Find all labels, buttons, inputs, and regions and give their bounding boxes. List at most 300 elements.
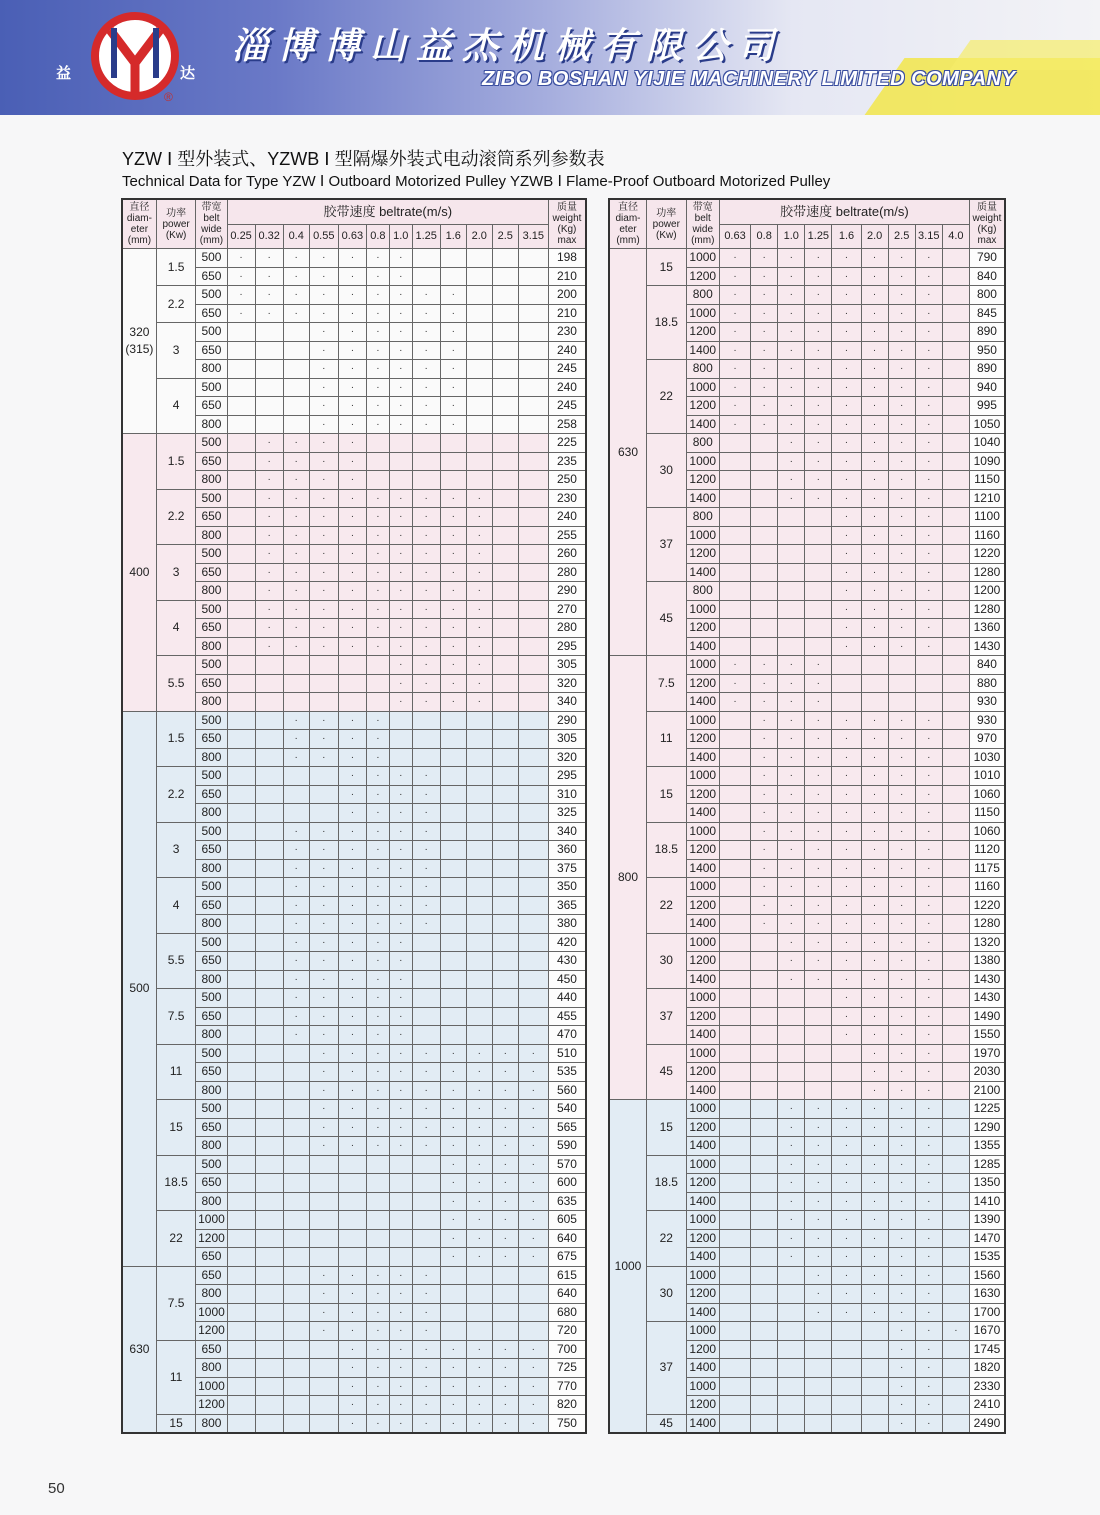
speed-mark-cell [492, 526, 518, 545]
power-cell: 22 [156, 1211, 196, 1267]
speed-mark-cell [492, 563, 518, 582]
speed-mark-cell: · [283, 582, 309, 601]
speed-mark-cell: · [255, 600, 283, 619]
speed-mark-cell: · [915, 545, 942, 564]
speed-mark-cell [309, 1155, 338, 1174]
speed-mark-cell [492, 970, 518, 989]
speed-mark-cell: · [255, 563, 283, 582]
speed-mark-cell: · [338, 748, 366, 767]
speed-mark-cell [283, 341, 309, 360]
speed-mark-cell: · [751, 323, 778, 342]
weight-cell: 840 [969, 267, 1005, 286]
speed-mark-cell: · [412, 378, 440, 397]
speed-mark-cell [518, 304, 548, 323]
speed-mark-cell [283, 1118, 309, 1137]
power-cell: 37 [647, 508, 687, 582]
speed-mark-cell: · [888, 582, 915, 601]
speed-mark-cell: · [888, 286, 915, 305]
weight-cell: 820 [548, 1396, 586, 1415]
belt-width-cell: 1000 [686, 526, 719, 545]
speed-mark-cell [283, 1248, 309, 1267]
speed-mark-cell: · [861, 582, 888, 601]
header-speed-value: 2.5 [492, 224, 518, 249]
speed-mark-cell: · [915, 563, 942, 582]
speed-mark-cell [466, 1303, 492, 1322]
speed-mark-cell [309, 656, 338, 675]
speed-mark-cell [309, 1192, 338, 1211]
belt-width-cell: 1400 [686, 748, 719, 767]
power-cell: 22 [647, 878, 687, 934]
speed-mark-cell: · [309, 286, 338, 305]
speed-mark-cell: · [805, 748, 832, 767]
belt-width-cell: 800 [686, 582, 719, 601]
speed-mark-cell: · [466, 508, 492, 527]
speed-mark-cell [440, 1007, 466, 1026]
speed-mark-cell: · [440, 656, 466, 675]
speed-mark-cell [227, 360, 255, 379]
speed-mark-cell [719, 859, 750, 878]
speed-mark-cell: · [778, 286, 805, 305]
speed-mark-cell [255, 1155, 283, 1174]
power-cell: 15 [156, 1414, 196, 1433]
speed-mark-cell: · [338, 804, 366, 823]
speed-mark-cell: · [440, 1359, 466, 1378]
speed-mark-cell [366, 1229, 389, 1248]
table-row [609, 1044, 1005, 1063]
speed-mark-cell [805, 1359, 832, 1378]
speed-mark-cell [861, 1359, 888, 1378]
speed-mark-cell: · [309, 970, 338, 989]
speed-mark-cell: · [412, 582, 440, 601]
header-speed-value: 0.8 [751, 224, 778, 249]
speed-mark-cell: · [492, 1229, 518, 1248]
belt-width-cell: 650 [196, 841, 227, 860]
belt-width-cell: 1000 [196, 1211, 227, 1230]
speed-mark-cell: · [832, 286, 861, 305]
speed-mark-cell: · [412, 1081, 440, 1100]
speed-mark-cell: · [518, 1174, 548, 1193]
speed-mark-cell: · [466, 563, 492, 582]
speed-mark-cell [942, 878, 969, 897]
table-row [122, 1414, 586, 1433]
speed-mark-cell [227, 1118, 255, 1137]
speed-mark-cell [227, 1137, 255, 1156]
speed-mark-cell: · [389, 360, 412, 379]
belt-width-cell: 1000 [686, 1322, 719, 1341]
speed-mark-cell: · [915, 1359, 942, 1378]
speed-mark-cell [227, 489, 255, 508]
speed-mark-cell [492, 1285, 518, 1304]
speed-mark-cell [412, 730, 440, 749]
speed-mark-cell [255, 1137, 283, 1156]
speed-mark-cell [255, 748, 283, 767]
speed-mark-cell [778, 1026, 805, 1045]
belt-width-cell: 1200 [686, 674, 719, 693]
logo-char-left: 益 [56, 65, 72, 82]
speed-mark-cell: · [518, 1396, 548, 1415]
speed-mark-cell: · [888, 730, 915, 749]
weight-cell: 290 [548, 582, 586, 601]
speed-mark-cell [412, 1155, 440, 1174]
belt-width-cell: 800 [196, 360, 227, 379]
weight-cell: 1200 [969, 582, 1005, 601]
speed-mark-cell: · [861, 822, 888, 841]
speed-mark-cell: · [412, 804, 440, 823]
speed-mark-cell [466, 989, 492, 1008]
speed-mark-cell: · [309, 1026, 338, 1045]
speed-mark-cell: · [832, 1303, 861, 1322]
belt-width-cell: 800 [196, 1359, 227, 1378]
speed-mark-cell: · [255, 249, 283, 268]
weight-cell: 1380 [969, 952, 1005, 971]
speed-mark-cell: · [832, 1155, 861, 1174]
speed-mark-cell [942, 1229, 969, 1248]
speed-mark-cell [719, 952, 750, 971]
speed-mark-cell: · [412, 619, 440, 638]
speed-mark-cell: · [466, 1211, 492, 1230]
speed-mark-cell [751, 1303, 778, 1322]
weight-cell: 1060 [969, 785, 1005, 804]
belt-width-cell: 1400 [686, 637, 719, 656]
speed-mark-cell: · [751, 341, 778, 360]
speed-mark-cell: · [283, 304, 309, 323]
weight-cell: 790 [969, 249, 1005, 268]
speed-mark-cell [492, 859, 518, 878]
speed-mark-cell [492, 841, 518, 860]
weight-cell: 1220 [969, 545, 1005, 564]
speed-mark-cell: · [832, 323, 861, 342]
speed-mark-cell [309, 1377, 338, 1396]
speed-mark-cell: · [283, 989, 309, 1008]
speed-mark-cell: · [518, 1118, 548, 1137]
speed-mark-cell: · [751, 804, 778, 823]
speed-mark-cell [942, 656, 969, 675]
speed-mark-cell: · [283, 471, 309, 490]
table-row [122, 989, 586, 1008]
speed-mark-cell: · [832, 841, 861, 860]
speed-mark-cell: · [861, 249, 888, 268]
speed-mark-cell: · [805, 378, 832, 397]
speed-mark-cell: · [915, 526, 942, 545]
speed-mark-cell [412, 267, 440, 286]
table-row [609, 1322, 1005, 1341]
speed-mark-cell: · [338, 1007, 366, 1026]
belt-width-cell: 650 [196, 1174, 227, 1193]
speed-mark-cell [227, 1081, 255, 1100]
speed-mark-cell: · [440, 1044, 466, 1063]
speed-mark-cell: · [412, 1414, 440, 1433]
belt-width-cell: 1000 [196, 1303, 227, 1322]
speed-mark-cell: · [492, 1063, 518, 1082]
speed-mark-cell: · [366, 859, 389, 878]
speed-mark-cell [942, 730, 969, 749]
speed-mark-cell: · [861, 1211, 888, 1230]
speed-mark-cell [227, 582, 255, 601]
speed-mark-cell [227, 378, 255, 397]
power-cell: 4 [156, 600, 196, 656]
belt-width-cell: 1200 [686, 896, 719, 915]
speed-mark-cell [518, 711, 548, 730]
belt-width-cell: 650 [196, 952, 227, 971]
speed-mark-cell [466, 415, 492, 434]
speed-mark-cell: · [492, 1174, 518, 1193]
table-row [122, 545, 586, 564]
weight-cell: 440 [548, 989, 586, 1008]
speed-mark-cell: · [778, 1155, 805, 1174]
speed-mark-cell [255, 1248, 283, 1267]
speed-mark-cell: · [915, 841, 942, 860]
speed-mark-cell: · [283, 952, 309, 971]
speed-mark-cell: · [861, 1266, 888, 1285]
speed-mark-cell: · [832, 600, 861, 619]
speed-mark-cell: · [888, 1396, 915, 1415]
speed-mark-cell [778, 1266, 805, 1285]
speed-mark-cell: · [888, 822, 915, 841]
speed-mark-cell [719, 637, 750, 656]
speed-mark-cell [778, 1359, 805, 1378]
speed-mark-cell [366, 674, 389, 693]
speed-mark-cell: · [518, 1340, 548, 1359]
speed-mark-cell: · [805, 323, 832, 342]
speed-mark-cell: · [915, 452, 942, 471]
speed-mark-cell: · [338, 730, 366, 749]
speed-mark-cell [518, 933, 548, 952]
belt-width-cell: 1200 [686, 619, 719, 638]
speed-mark-cell [805, 1007, 832, 1026]
speed-mark-cell [719, 1414, 750, 1433]
speed-mark-cell: · [778, 249, 805, 268]
speed-mark-cell [719, 970, 750, 989]
speed-mark-cell: · [466, 582, 492, 601]
speed-mark-cell [751, 526, 778, 545]
speed-mark-cell: · [440, 1340, 466, 1359]
speed-mark-cell: · [389, 1137, 412, 1156]
speed-mark-cell [283, 1100, 309, 1119]
weight-cell: 600 [548, 1174, 586, 1193]
speed-mark-cell: · [412, 1359, 440, 1378]
speed-mark-cell: · [389, 656, 412, 675]
speed-mark-cell: · [492, 1155, 518, 1174]
speed-mark-cell: · [778, 952, 805, 971]
table-row [609, 434, 1005, 453]
speed-mark-cell [227, 508, 255, 527]
speed-mark-cell [227, 711, 255, 730]
speed-mark-cell: · [888, 526, 915, 545]
belt-width-cell: 1000 [686, 878, 719, 897]
speed-mark-cell [518, 656, 548, 675]
speed-mark-cell [518, 804, 548, 823]
speed-mark-cell: · [412, 1118, 440, 1137]
speed-mark-cell [751, 1081, 778, 1100]
diameter-cell: 400 [122, 434, 156, 712]
speed-mark-cell: · [778, 489, 805, 508]
speed-mark-cell [389, 471, 412, 490]
weight-cell: 720 [548, 1322, 586, 1341]
power-cell: 45 [647, 582, 687, 656]
weight-cell: 700 [548, 1340, 586, 1359]
speed-mark-cell [719, 1007, 750, 1026]
belt-width-cell: 650 [196, 341, 227, 360]
speed-mark-cell [942, 397, 969, 416]
belt-width-cell: 650 [196, 563, 227, 582]
weight-cell: 1150 [969, 471, 1005, 490]
weight-cell: 455 [548, 1007, 586, 1026]
speed-mark-cell: · [518, 1192, 548, 1211]
speed-mark-cell [440, 1266, 466, 1285]
speed-mark-cell [283, 767, 309, 786]
speed-mark-cell [942, 600, 969, 619]
speed-mark-cell: · [227, 249, 255, 268]
belt-width-cell: 1000 [686, 989, 719, 1008]
weight-cell: 1490 [969, 1007, 1005, 1026]
speed-mark-cell [778, 1063, 805, 1082]
weight-cell: 1280 [969, 915, 1005, 934]
belt-width-cell: 650 [196, 1063, 227, 1082]
speed-mark-cell: · [389, 1414, 412, 1433]
belt-width-cell: 500 [196, 822, 227, 841]
belt-width-cell: 1400 [686, 859, 719, 878]
speed-mark-cell: · [283, 822, 309, 841]
speed-mark-cell [751, 933, 778, 952]
speed-mark-cell [492, 600, 518, 619]
table-row [122, 1155, 586, 1174]
speed-mark-cell: · [861, 1100, 888, 1119]
speed-mark-cell [466, 859, 492, 878]
speed-mark-cell [309, 785, 338, 804]
speed-mark-cell [255, 1174, 283, 1193]
speed-mark-cell [227, 1007, 255, 1026]
speed-mark-cell: · [888, 637, 915, 656]
table-row [609, 1100, 1005, 1119]
header-speed-value: 0.8 [366, 224, 389, 249]
speed-mark-cell [412, 1248, 440, 1267]
speed-mark-cell [492, 267, 518, 286]
speed-mark-cell [440, 933, 466, 952]
speed-mark-cell [283, 1285, 309, 1304]
speed-mark-cell [942, 1118, 969, 1137]
speed-mark-cell: · [778, 323, 805, 342]
speed-mark-cell: · [338, 970, 366, 989]
speed-mark-cell [492, 896, 518, 915]
speed-mark-cell [466, 1266, 492, 1285]
speed-mark-cell [466, 452, 492, 471]
speed-mark-cell [751, 1044, 778, 1063]
header-diameter: 直径 diam- eter (mm) [609, 199, 647, 249]
speed-mark-cell: · [915, 1192, 942, 1211]
speed-mark-cell: · [832, 341, 861, 360]
weight-cell: 615 [548, 1266, 586, 1285]
belt-width-cell: 1400 [686, 693, 719, 712]
belt-width-cell: 800 [196, 1192, 227, 1211]
speed-mark-cell [942, 804, 969, 823]
belt-width-cell: 1200 [686, 323, 719, 342]
speed-mark-cell: · [888, 1026, 915, 1045]
table-row [122, 767, 586, 786]
speed-mark-cell: · [366, 1266, 389, 1285]
speed-mark-cell [832, 1044, 861, 1063]
speed-mark-cell: · [751, 841, 778, 860]
speed-mark-cell [309, 767, 338, 786]
speed-mark-cell: · [338, 286, 366, 305]
speed-mark-cell [255, 933, 283, 952]
belt-width-cell: 500 [196, 1100, 227, 1119]
speed-mark-cell [751, 1137, 778, 1156]
speed-mark-cell [942, 526, 969, 545]
table-row [122, 1340, 586, 1359]
speed-mark-cell [283, 693, 309, 712]
speed-mark-cell: · [338, 1266, 366, 1285]
speed-mark-cell: · [255, 434, 283, 453]
table-row [609, 508, 1005, 527]
speed-mark-cell: · [309, 915, 338, 934]
speed-mark-cell [778, 1340, 805, 1359]
speed-mark-cell [412, 1174, 440, 1193]
speed-mark-cell: · [412, 1063, 440, 1082]
speed-mark-cell: · [861, 600, 888, 619]
speed-mark-cell [805, 989, 832, 1008]
belt-width-cell: 1200 [686, 471, 719, 490]
belt-width-cell: 500 [196, 434, 227, 453]
speed-mark-cell [942, 841, 969, 860]
speed-mark-cell [861, 693, 888, 712]
speed-mark-cell: · [389, 1340, 412, 1359]
speed-mark-cell: · [389, 767, 412, 786]
speed-mark-cell [389, 452, 412, 471]
power-cell: 15 [647, 1100, 687, 1156]
speed-mark-cell [255, 1377, 283, 1396]
table-row [609, 878, 1005, 897]
table-row [609, 582, 1005, 601]
speed-mark-cell: · [309, 1007, 338, 1026]
speed-mark-cell [805, 1081, 832, 1100]
speed-mark-cell: · [751, 730, 778, 749]
speed-mark-cell: · [366, 989, 389, 1008]
weight-cell: 280 [548, 619, 586, 638]
speed-mark-cell: · [440, 674, 466, 693]
speed-mark-cell [255, 859, 283, 878]
speed-mark-cell [751, 1266, 778, 1285]
speed-mark-cell: · [389, 970, 412, 989]
speed-mark-cell [751, 1285, 778, 1304]
speed-mark-cell [255, 360, 283, 379]
speed-mark-cell [719, 767, 750, 786]
speed-mark-cell: · [832, 896, 861, 915]
speed-mark-cell: · [309, 730, 338, 749]
speed-mark-cell: · [805, 434, 832, 453]
speed-mark-cell [778, 526, 805, 545]
speed-mark-cell: · [915, 1303, 942, 1322]
speed-mark-cell: · [389, 841, 412, 860]
speed-mark-cell [492, 711, 518, 730]
speed-mark-cell: · [832, 933, 861, 952]
speed-mark-cell: · [915, 767, 942, 786]
weight-cell: 320 [548, 674, 586, 693]
speed-mark-cell [518, 989, 548, 1008]
speed-mark-cell: · [309, 1081, 338, 1100]
speed-mark-cell: · [861, 1137, 888, 1156]
speed-mark-cell: · [389, 489, 412, 508]
speed-mark-cell [492, 360, 518, 379]
speed-mark-cell: · [832, 526, 861, 545]
table-row [122, 711, 586, 730]
speed-mark-cell: · [389, 915, 412, 934]
power-cell: 4 [156, 378, 196, 434]
speed-mark-cell [719, 1229, 750, 1248]
weight-cell: 420 [548, 933, 586, 952]
speed-mark-cell [492, 933, 518, 952]
speed-mark-cell [440, 711, 466, 730]
speed-mark-cell [518, 471, 548, 490]
